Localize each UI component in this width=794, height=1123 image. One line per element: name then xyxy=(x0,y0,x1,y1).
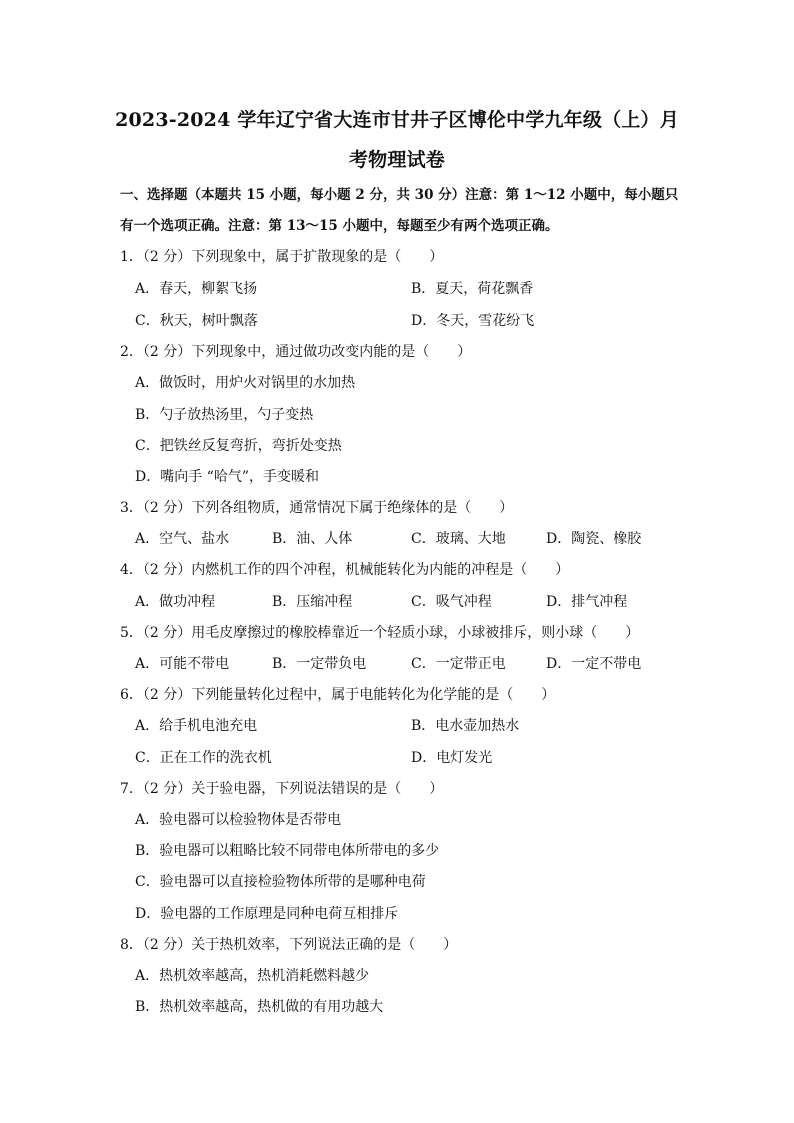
question-2-option-b: B．勺子放热汤里，勺子变热 xyxy=(135,407,314,423)
question-2-option-a: A．做饭时，用炉火对锅里的水加热 xyxy=(135,375,356,391)
question-7-option-d: D．验电器的工作原理是同种电荷互相排斥 xyxy=(135,906,399,922)
question-1-stem: 1．（2 分）下列现象中，属于扩散现象的是（ ） xyxy=(120,249,444,265)
question-4-option-c: C．吸气冲程 xyxy=(411,594,492,610)
question-8-stem: 8．（2 分）关于热机效率，下列说法正确的是（ ） xyxy=(120,937,458,953)
question-6-option-b: B．电水壶加热水 xyxy=(411,718,520,734)
question-1-option-b: B．夏天，荷花飘香 xyxy=(411,281,534,297)
question-7-stem: 7．（2 分）关于验电器，下列说法错误的是（ ） xyxy=(120,781,444,797)
question-5-option-b: B．一定带负电 xyxy=(272,656,367,672)
section-heading: 一、选择题（本题共 15 小题，每小题 2 分，共 30 分）注意：第 1～12 小题中，每小题只有一个选项正确。注意：第 13～15 小题中，每题至少有两个选项正确。 xyxy=(120,187,679,234)
question-2-option-d: D．嘴向手 “哈气”，手变暖和 xyxy=(135,469,319,485)
question-4-option-a: A．做功冲程 xyxy=(135,594,216,610)
question-7-option-a: A．验电器可以检验物体是否带电 xyxy=(135,812,342,828)
question-6-stem: 6．（2 分）下列能量转化过程中，属于电能转化为化学能的是（ ） xyxy=(120,687,556,703)
question-6-option-d: D．电灯发光 xyxy=(411,750,493,766)
question-7-option-c: C．验电器可以直接检验物体所带的是哪种电荷 xyxy=(135,874,426,890)
question-5-option-d: D．一定不带电 xyxy=(546,656,642,672)
question-5-option-a: A．可能不带电 xyxy=(135,656,230,672)
question-1-option-d: D．冬天，雪花纷飞 xyxy=(411,313,535,329)
exam-title-line-2: 考物理试卷 xyxy=(348,149,445,171)
question-1-option-a: A．春天，柳絮飞扬 xyxy=(135,281,258,297)
question-8-option-b: B．热机效率越高，热机做的有用功越大 xyxy=(135,999,384,1015)
question-3-option-d: D．陶瓷、橡胶 xyxy=(546,531,642,547)
question-8-option-a: A．热机效率越高，热机消耗燃料越少 xyxy=(135,968,370,984)
question-5-option-c: C．一定带正电 xyxy=(411,656,506,672)
question-1-option-c: C．秋天，树叶飘落 xyxy=(135,313,258,329)
question-3-option-c: C．玻璃、大地 xyxy=(411,531,506,547)
exam-title-line-1: 2023-2024 学年辽宁省大连市甘井子区博伦中学九年级（上）月 xyxy=(115,109,679,131)
question-3-option-a: A．空气、盐水 xyxy=(135,531,230,547)
question-2-option-c: C．把铁丝反复弯折，弯折处变热 xyxy=(135,438,342,454)
question-4-option-d: D．排气冲程 xyxy=(546,594,628,610)
question-7-option-b: B．验电器可以粗略比较不同带电体所带电的多少 xyxy=(135,843,440,859)
question-3-stem: 3．（2 分）下列各组物质，通常情况下属于绝缘体的是（ ） xyxy=(120,500,514,516)
question-3-option-b: B．油、人体 xyxy=(272,531,353,547)
question-6-option-a: A．给手机电池充电 xyxy=(135,718,258,734)
question-4-option-b: B．压缩冲程 xyxy=(272,594,353,610)
question-6-option-c: C．正在工作的洗衣机 xyxy=(135,750,272,766)
question-4-stem: 4．（2 分）内燃机工作的四个冲程，机械能转化为内能的冲程是（ ） xyxy=(120,562,570,578)
question-2-stem: 2．（2 分）下列现象中，通过做功改变内能的是（ ） xyxy=(120,344,472,360)
question-5-stem: 5．（2 分）用毛皮摩擦过的橡胶棒靠近一个轻质小球，小球被排斥，则小球（ ） xyxy=(120,625,640,641)
